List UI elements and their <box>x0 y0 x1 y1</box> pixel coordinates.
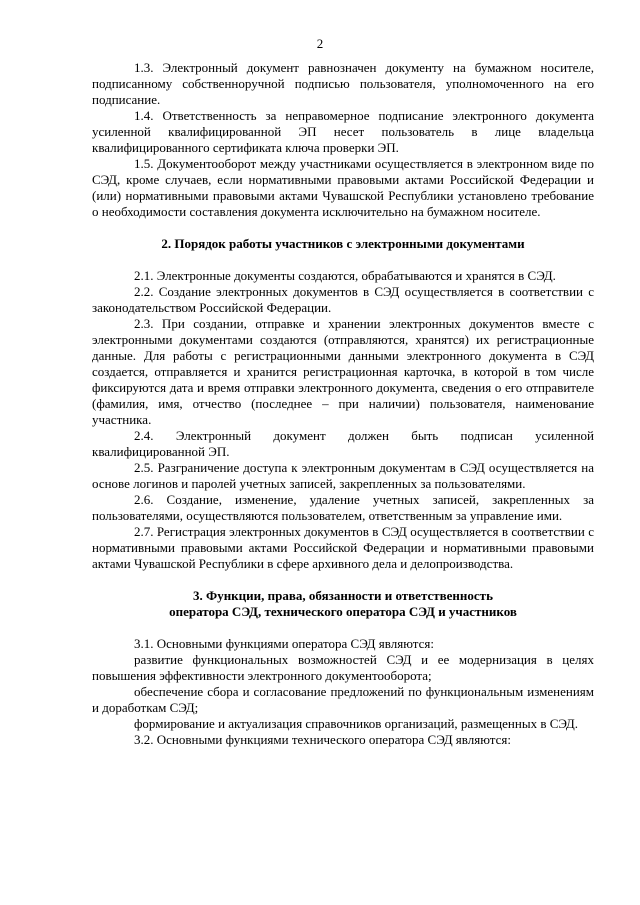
paragraph-1-4: 1.4. Ответственность за неправомерное подписание электронного документа усиленной квалифицированной ЭП несет пользователь в лице владельца квалифицированного сертификата ключа проверки ЭП. <box>92 108 594 155</box>
paragraph-1-5: 1.5. Документооборот между участниками осуществляется в электронном виде по СЭД, кроме случаев, если нормативными правовыми актами Российской Федерации и (или) нормативными правовыми актами Чувашской Республики установлено требование о необходимости составления документа исключительно на бумажном носителе. <box>92 156 594 219</box>
page-number: 2 <box>316 36 324 51</box>
paragraph-3-1-item-c: формирование и актуализация справочников организаций, размещенных в СЭД. <box>134 716 578 731</box>
paragraph-1-3: 1.3. Электронный документ равнозначен документу на бумажном носителе, подписанному собственноручной подписью пользователя, уполномоченного на его подписание. <box>92 60 594 107</box>
paragraph-3-1-item-a: развитие функциональных возможностей СЭД и ее модернизация в целях повышения эффективности электронного документооборота; <box>92 652 594 683</box>
paragraph-2-4: 2.4. Электронный документ должен быть подписан усиленной квалифицированной ЭП. <box>92 428 594 459</box>
section-2-heading: 2. Порядок работы участников с электронными документами <box>161 236 525 251</box>
paragraph-2-2: 2.2. Создание электронных документов в СЭД осуществляется в соответствии с законодательством Российской Федерации. <box>92 284 594 315</box>
paragraph-2-7: 2.7. Регистрация электронных документов в СЭД осуществляется в соответствии с нормативными правовыми актами Российской Федерации и нормативными правовыми актами Чувашской Республики в сфере архивного дела и делопроизводства. <box>92 524 594 571</box>
paragraph-2-6: 2.6. Создание, изменение, удаление учетных записей, закрепленных за пользователями, осуществляются пользователем, ответственным за управление ими. <box>92 492 594 523</box>
paragraph-2-1: 2.1. Электронные документы создаются, обрабатываются и хранятся в СЭД. <box>134 268 556 283</box>
paragraph-3-1: 3.1. Основными функциями оператора СЭД являются: <box>134 636 434 651</box>
section-3-heading-line-1: 3. Функции, права, обязанности и ответственность <box>193 588 493 603</box>
document-body <box>92 60 594 748</box>
paragraph-2-5: 2.5. Разграничение доступа к электронным документам в СЭД осуществляется на основе логинов и паролей учетных записей, закрепленных за пользователями. <box>92 460 594 491</box>
section-3-heading-line-2: оператора СЭД, технического оператора СЭД и участников <box>169 604 517 619</box>
paragraph-3-2: 3.2. Основными функциями технического оператора СЭД являются: <box>134 732 511 747</box>
paragraph-2-3: 2.3. При создании, отправке и хранении электронных документов вместе с электронными документами создаются (отправляются, хранятся) их регистрационные данные. Для работы с регистрационными данными электронного документа в СЭД создается, отправляется и хранится регистрационная карточка, в которой в том числе фиксируются дата и время отправки электронного документа, сведения о его отправителе (фамилия, имя, отчество (последнее – при наличии) пользователя, наименование участника. <box>92 316 594 427</box>
paragraph-3-1-item-b: обеспечение сбора и согласование предложений по функциональным изменениям и доработкам СЭД; <box>92 684 594 715</box>
